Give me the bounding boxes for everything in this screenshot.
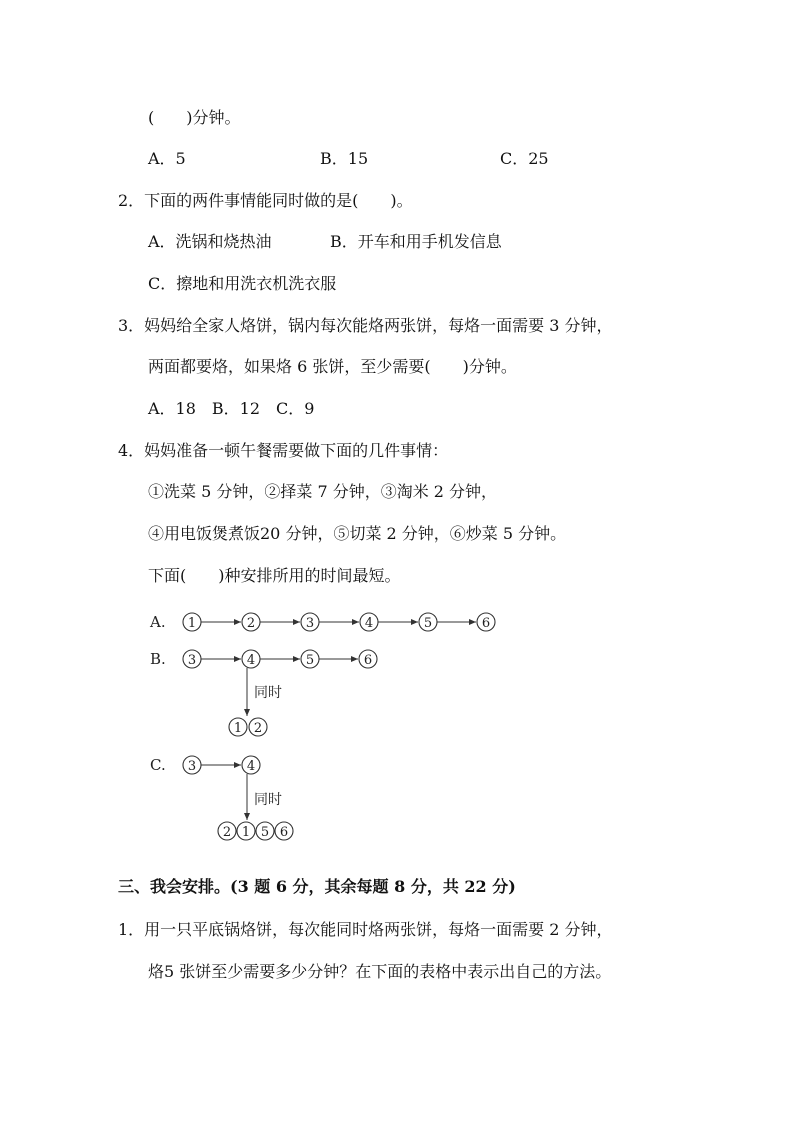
q2-option-a: A．洗锅和烧热油	[148, 232, 272, 251]
step-circle	[275, 822, 293, 840]
step-circle	[360, 613, 378, 631]
svg-text:2: 2	[222, 825, 232, 840]
option-c-label: C.	[150, 756, 166, 774]
svg-text:6: 6	[363, 653, 373, 668]
section-3-q1-line-1: 1．用一只平底锅烙饼，每次能同时烙两张饼，每烙一面需要 2 分钟，	[118, 920, 613, 939]
section-3-q1-line-2: 烙5 张饼至少需要多少分钟？在下面的表格中表示出自己的方法。	[148, 962, 612, 981]
step-circle	[359, 650, 377, 668]
step-circle	[301, 613, 319, 631]
step-circle	[229, 718, 247, 736]
q2-option-b: B．开车和用手机发信息	[330, 232, 502, 251]
step-circle	[183, 650, 201, 668]
svg-text:5: 5	[423, 616, 433, 631]
svg-text:5: 5	[260, 825, 270, 840]
simultaneous-label-c: 同时	[254, 792, 282, 808]
q4-task-line-2: ④用电饭煲煮饭20 分钟，⑤切菜 2 分钟，⑥炒菜 5 分钟。	[148, 524, 567, 543]
q1-stem-tail: ( )分钟。	[148, 108, 241, 127]
option-a-label: A.	[150, 613, 166, 631]
step-circle	[183, 613, 201, 631]
q1-option-c: C．25	[500, 149, 549, 168]
svg-text:4: 4	[364, 616, 374, 631]
svg-text:1: 1	[241, 825, 251, 840]
svg-text:3: 3	[187, 759, 197, 774]
q4-stem: 4．妈妈准备一顿午餐需要做下面的几件事情：	[118, 441, 449, 460]
step-circle	[256, 822, 274, 840]
step-circle	[301, 650, 319, 668]
q4-task-line-1: ①洗菜 5 分钟，②择菜 7 分钟，③淘米 2 分钟，	[148, 482, 498, 501]
svg-text:2: 2	[253, 721, 263, 736]
svg-text:3: 3	[305, 616, 315, 631]
section-3-heading: 三、我会安排。(3 题 6 分，其余每题 8 分，共 22 分)	[118, 877, 516, 896]
step-circle	[242, 650, 260, 668]
svg-text:1: 1	[187, 616, 197, 631]
q2-option-c: C．擦地和用洗衣机洗衣服	[148, 274, 337, 293]
svg-text:6: 6	[481, 616, 491, 631]
q1-option-a: A．5	[148, 149, 186, 168]
q1-option-b: B．15	[320, 149, 369, 168]
step-circle	[419, 613, 437, 631]
schedule-flow-diagram	[140, 600, 520, 850]
svg-text:4: 4	[246, 759, 256, 774]
q4-line-3: 下面( )种安排所用的时间最短。	[148, 566, 401, 585]
step-circle	[249, 718, 267, 736]
simultaneous-label-b: 同时	[254, 685, 282, 701]
q3-line-1: 3．妈妈给全家人烙饼，锅内每次能烙两张饼，每烙一面需要 3 分钟，	[118, 316, 613, 335]
step-circle	[183, 756, 201, 774]
step-circle	[237, 822, 255, 840]
step-circle	[218, 822, 236, 840]
q3-options: A．18 B．12 C．9	[148, 399, 315, 418]
step-circle	[242, 756, 260, 774]
svg-text:6: 6	[279, 825, 289, 840]
svg-text:4: 4	[246, 653, 256, 668]
svg-text:2: 2	[246, 616, 256, 631]
svg-text:1: 1	[233, 721, 243, 736]
step-circle	[242, 613, 260, 631]
svg-text:5: 5	[305, 653, 315, 668]
q2-stem: 2．下面的两件事情能同时做的是( )。	[118, 191, 413, 210]
step-circle	[477, 613, 495, 631]
svg-text:3: 3	[187, 653, 197, 668]
option-b-label: B.	[150, 650, 166, 668]
q3-line-2: 两面都要烙，如果烙 6 张饼，至少需要( )分钟。	[148, 357, 517, 376]
